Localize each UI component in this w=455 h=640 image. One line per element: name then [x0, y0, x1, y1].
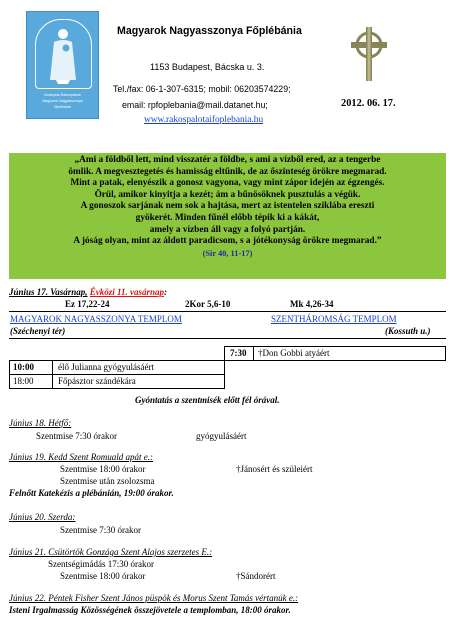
day-heading: Június 20. Szerda:	[9, 512, 76, 522]
address: 1153 Budapest, Bácska u. 3.	[150, 62, 265, 72]
quote-line: Örül, amikor kinyitja a kezét; ám a bűnösöknek pusztulás a végük.	[94, 189, 361, 200]
left-mass-intention: élő Julianna gyógyulásáért	[58, 362, 154, 372]
celtic-cross-icon	[347, 25, 391, 83]
left-mass-time: 10:00	[13, 362, 34, 372]
day-heading: Június 18. Hétfő:	[9, 418, 72, 428]
parish-name: Magyarok Nagyasszonya Főplébánia	[117, 25, 302, 37]
quote-line: A jóság olyan, mint az áldott paradicsom, s a jótékonyság örökre megmarad.”	[73, 236, 382, 247]
right-mass-intention: †Don Gobbi atyáért	[258, 348, 330, 358]
sunday-feast: Évközi 11. vasárnap	[89, 287, 165, 297]
table-line	[224, 346, 225, 360]
website-link[interactable]: www.rakospalotaifoplebania.hu	[144, 115, 264, 125]
day-heading: Június 19. Kedd Szent Romuald apát e.:	[9, 452, 153, 462]
quote-line: A gonoszok sarjának nem sok a hajtása, mert az istentelen sziklába ereszti	[80, 201, 375, 212]
logo-line-1: Budapest-Rákospalota	[44, 93, 81, 97]
quote-line: ömlik. A megvesztegetés és hamisság eltűnik, de az őszinteség örökre megmarad.	[68, 166, 387, 177]
day-heading: Június 22. Péntek Fisher Szent János püspök és Morus Szent Tamás vértanúk e.:	[9, 593, 299, 603]
church-right-name: SZENTHÁROMSÁG TEMPLOM	[271, 314, 397, 324]
table-line	[9, 388, 225, 389]
confession-note: Gyóntatás a szentmisék előtt fél órával.	[135, 395, 280, 405]
table-line	[253, 346, 254, 360]
day-note: Isteni Irgalmasság Közösségének összejövetele a templomban, 18:00 órakor.	[9, 605, 291, 615]
quote-line: gyökerét. Minden fűnél előbb tépik ki a kákát,	[135, 212, 320, 223]
mass-intention: gyógyulásáért	[196, 431, 247, 441]
church-right-location: (Kossuth u.)	[385, 326, 431, 336]
table-line	[9, 311, 446, 312]
left-mass-intention: Főpásztor szándékára	[58, 376, 136, 386]
day-heading: Június 21. Csütörtök Gonzága Szent Alajos szerzetes E.:	[9, 547, 213, 557]
email: email: rpfoplebania@mail.datanet.hu;	[122, 100, 268, 110]
madonna-icon	[35, 19, 92, 89]
left-mass-time: 18:00	[13, 376, 34, 386]
quote-line: amely a vízben áll vagy a folyó partján.	[149, 224, 306, 235]
sunday-date: Június 17. Vasárnap,	[9, 287, 88, 297]
church-left-location: (Széchenyi tér)	[10, 326, 66, 336]
right-mass-time: 7:30	[230, 348, 247, 358]
parish-logo	[26, 11, 99, 119]
church-left-name: MAGYAROK NAGYASSZONYA TEMPLOM	[10, 314, 182, 324]
mass-line: Szentmise 7:30 órakor	[60, 525, 141, 535]
quote-line: Mint a patak, elenyészik a gonosz vagyona, vagy mint zápor idején az égzengés.	[70, 178, 385, 189]
table-line	[9, 360, 446, 361]
sunday-feast-suffix: :	[164, 287, 168, 297]
quote-line: „Ami a földből lett, mind visszatér a földbe, s ami a vízből ered, az a tengerbe	[74, 155, 381, 165]
table-line	[224, 346, 446, 347]
table-line	[9, 338, 446, 339]
quote-reference: (Sir 40, 11-17)	[202, 248, 253, 258]
sunday-heading	[9, 287, 167, 297]
mass-line: Szentmise 18:00 órakor	[60, 571, 146, 581]
mass-intention: †Jánosért és szüleiért	[236, 464, 313, 474]
table-line	[445, 346, 446, 360]
phone-fax: Tel./fax: 06-1-307-6315; mobil: 06203574229;	[113, 84, 291, 94]
mass-line: Szentmise 18:00 órakor	[60, 464, 146, 474]
logo-line-2: Magyarok Nagyasszonya	[42, 99, 83, 103]
mass-line: Szentmise után zsolozsma	[60, 476, 155, 486]
scripture-quote-box	[9, 153, 446, 279]
scripture-quote	[9, 155, 446, 259]
day-note: Felnőtt Katekézis a plébánián, 19:00 órakor.	[9, 488, 174, 498]
reading-2: 2Kor 5,6-10	[185, 299, 231, 309]
table-line	[9, 374, 225, 375]
bulletin-date: 2012. 06. 17.	[341, 98, 396, 109]
logo-line-3: főplébánia	[54, 105, 71, 109]
reading-1: Ez 17,22-24	[65, 299, 110, 309]
mass-intention: †Sándorért	[236, 571, 276, 581]
mass-line: Szentmise 7:30 órakor	[36, 431, 117, 441]
reading-3: Mk 4,26-34	[290, 299, 334, 309]
mass-line: Szentségimádás 17:30 órakor	[48, 559, 154, 569]
